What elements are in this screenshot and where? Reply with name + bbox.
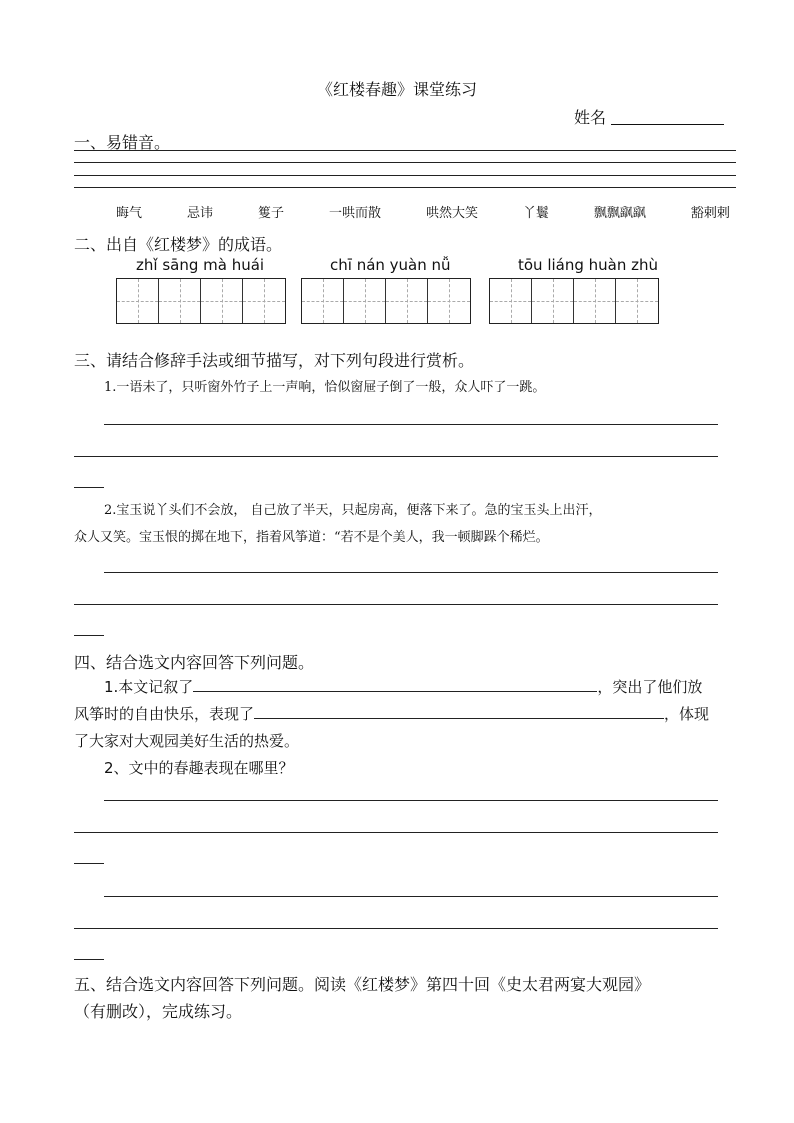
idiom-pinyin: chī nán yuàn nǚ xyxy=(330,256,451,274)
question-text: 2.宝玉说丫头们不会放， 自己放了半天，只起房高，便落下来了。急的宝玉头上出汗， xyxy=(104,503,602,518)
answer-line[interactable] xyxy=(74,487,104,488)
writing-cell[interactable] xyxy=(201,279,243,323)
writing-cell[interactable] xyxy=(532,279,574,323)
question-fragment: 1.本文记叙了 xyxy=(104,678,194,696)
writing-cell[interactable] xyxy=(428,279,470,323)
word-list xyxy=(74,202,734,221)
writing-cell[interactable] xyxy=(386,279,428,323)
answer-line[interactable] xyxy=(74,928,718,929)
word-item: 丫鬟 xyxy=(522,206,549,221)
section5-heading: 五、结合选文内容回答下列问题。阅读《红楼梦》第四十回《史太君两宴大观园》 xyxy=(74,975,651,994)
idiom-pinyin: zhǐ sāng mà huái xyxy=(136,256,265,274)
idiom-grid[interactable] xyxy=(301,278,471,324)
answer-line[interactable] xyxy=(74,863,104,864)
question-text: 了大家对大观园美好生活的热爱。 xyxy=(74,732,300,750)
writing-cell[interactable] xyxy=(344,279,386,323)
writing-cell[interactable] xyxy=(302,279,344,323)
section2-heading: 二、出自《红楼梦》的成语。 xyxy=(74,235,283,254)
word-item: 忌讳 xyxy=(186,206,213,221)
writing-cell[interactable] xyxy=(616,279,658,323)
answer-line[interactable] xyxy=(104,424,718,425)
writing-cell[interactable] xyxy=(490,279,532,323)
question-fragment: ，体现 xyxy=(664,705,710,723)
section3-heading: 三、请结合修辞手法或细节描写，对下列句段进行赏析。 xyxy=(74,351,475,370)
name-field[interactable] xyxy=(611,124,724,125)
idiom-grid[interactable] xyxy=(116,278,286,324)
fill-blank[interactable] xyxy=(254,718,664,719)
page-title: 《红楼春趣》课堂练习 xyxy=(316,80,477,99)
section1-heading: 一、易错音。 xyxy=(74,133,171,152)
word-item: 豁剌剌 xyxy=(690,206,730,221)
answer-line[interactable] xyxy=(74,604,718,605)
pinyin-line[interactable] xyxy=(74,175,736,176)
question-text: 众人又笑。宝玉恨的掷在地下，指着风筝道：“若不是个美人，我一顿脚跺个稀烂。 xyxy=(74,530,549,545)
word-item: 篗子 xyxy=(257,206,284,221)
word-item: 晦气 xyxy=(116,206,143,221)
pinyin-line[interactable] xyxy=(74,150,736,151)
answer-line[interactable] xyxy=(74,456,718,457)
question-text: 1.一语未了，只听窗外竹子上一声响，恰似窗屉子倒了一般，众人吓了一跳。 xyxy=(104,380,546,395)
fill-blank[interactable] xyxy=(193,691,597,692)
answer-line[interactable] xyxy=(104,800,718,801)
answer-line[interactable] xyxy=(104,572,718,573)
word-item: 飘飘飖飖 xyxy=(593,206,646,221)
idiom-pinyin: tōu liáng huàn zhù xyxy=(518,256,659,274)
answer-line[interactable] xyxy=(74,959,104,960)
writing-cell[interactable] xyxy=(159,279,201,323)
idiom-grid[interactable] xyxy=(489,278,659,324)
writing-cell[interactable] xyxy=(243,279,285,323)
question-text xyxy=(74,703,709,724)
answer-line[interactable] xyxy=(74,635,104,636)
writing-cell[interactable] xyxy=(117,279,159,323)
word-item: 哄然大笑 xyxy=(425,206,478,221)
word-item: 一哄而散 xyxy=(328,206,381,221)
question-text: 2、文中的春趣表现在哪里？ xyxy=(104,759,294,777)
answer-line[interactable] xyxy=(74,832,718,833)
pinyin-line[interactable] xyxy=(74,187,736,188)
section5-heading-cont: （有删改），完成练习。 xyxy=(74,1002,243,1021)
answer-line[interactable] xyxy=(104,896,718,897)
pinyin-line[interactable] xyxy=(74,162,736,163)
question-text xyxy=(104,676,702,697)
name-label: 姓名 xyxy=(574,108,607,127)
writing-cell[interactable] xyxy=(574,279,616,323)
question-fragment: ，突出了他们放 xyxy=(597,678,703,696)
question-fragment: 风筝时的自由快乐，表现了 xyxy=(74,705,255,723)
section4-heading: 四、结合选文内容回答下列问题。 xyxy=(74,653,315,672)
